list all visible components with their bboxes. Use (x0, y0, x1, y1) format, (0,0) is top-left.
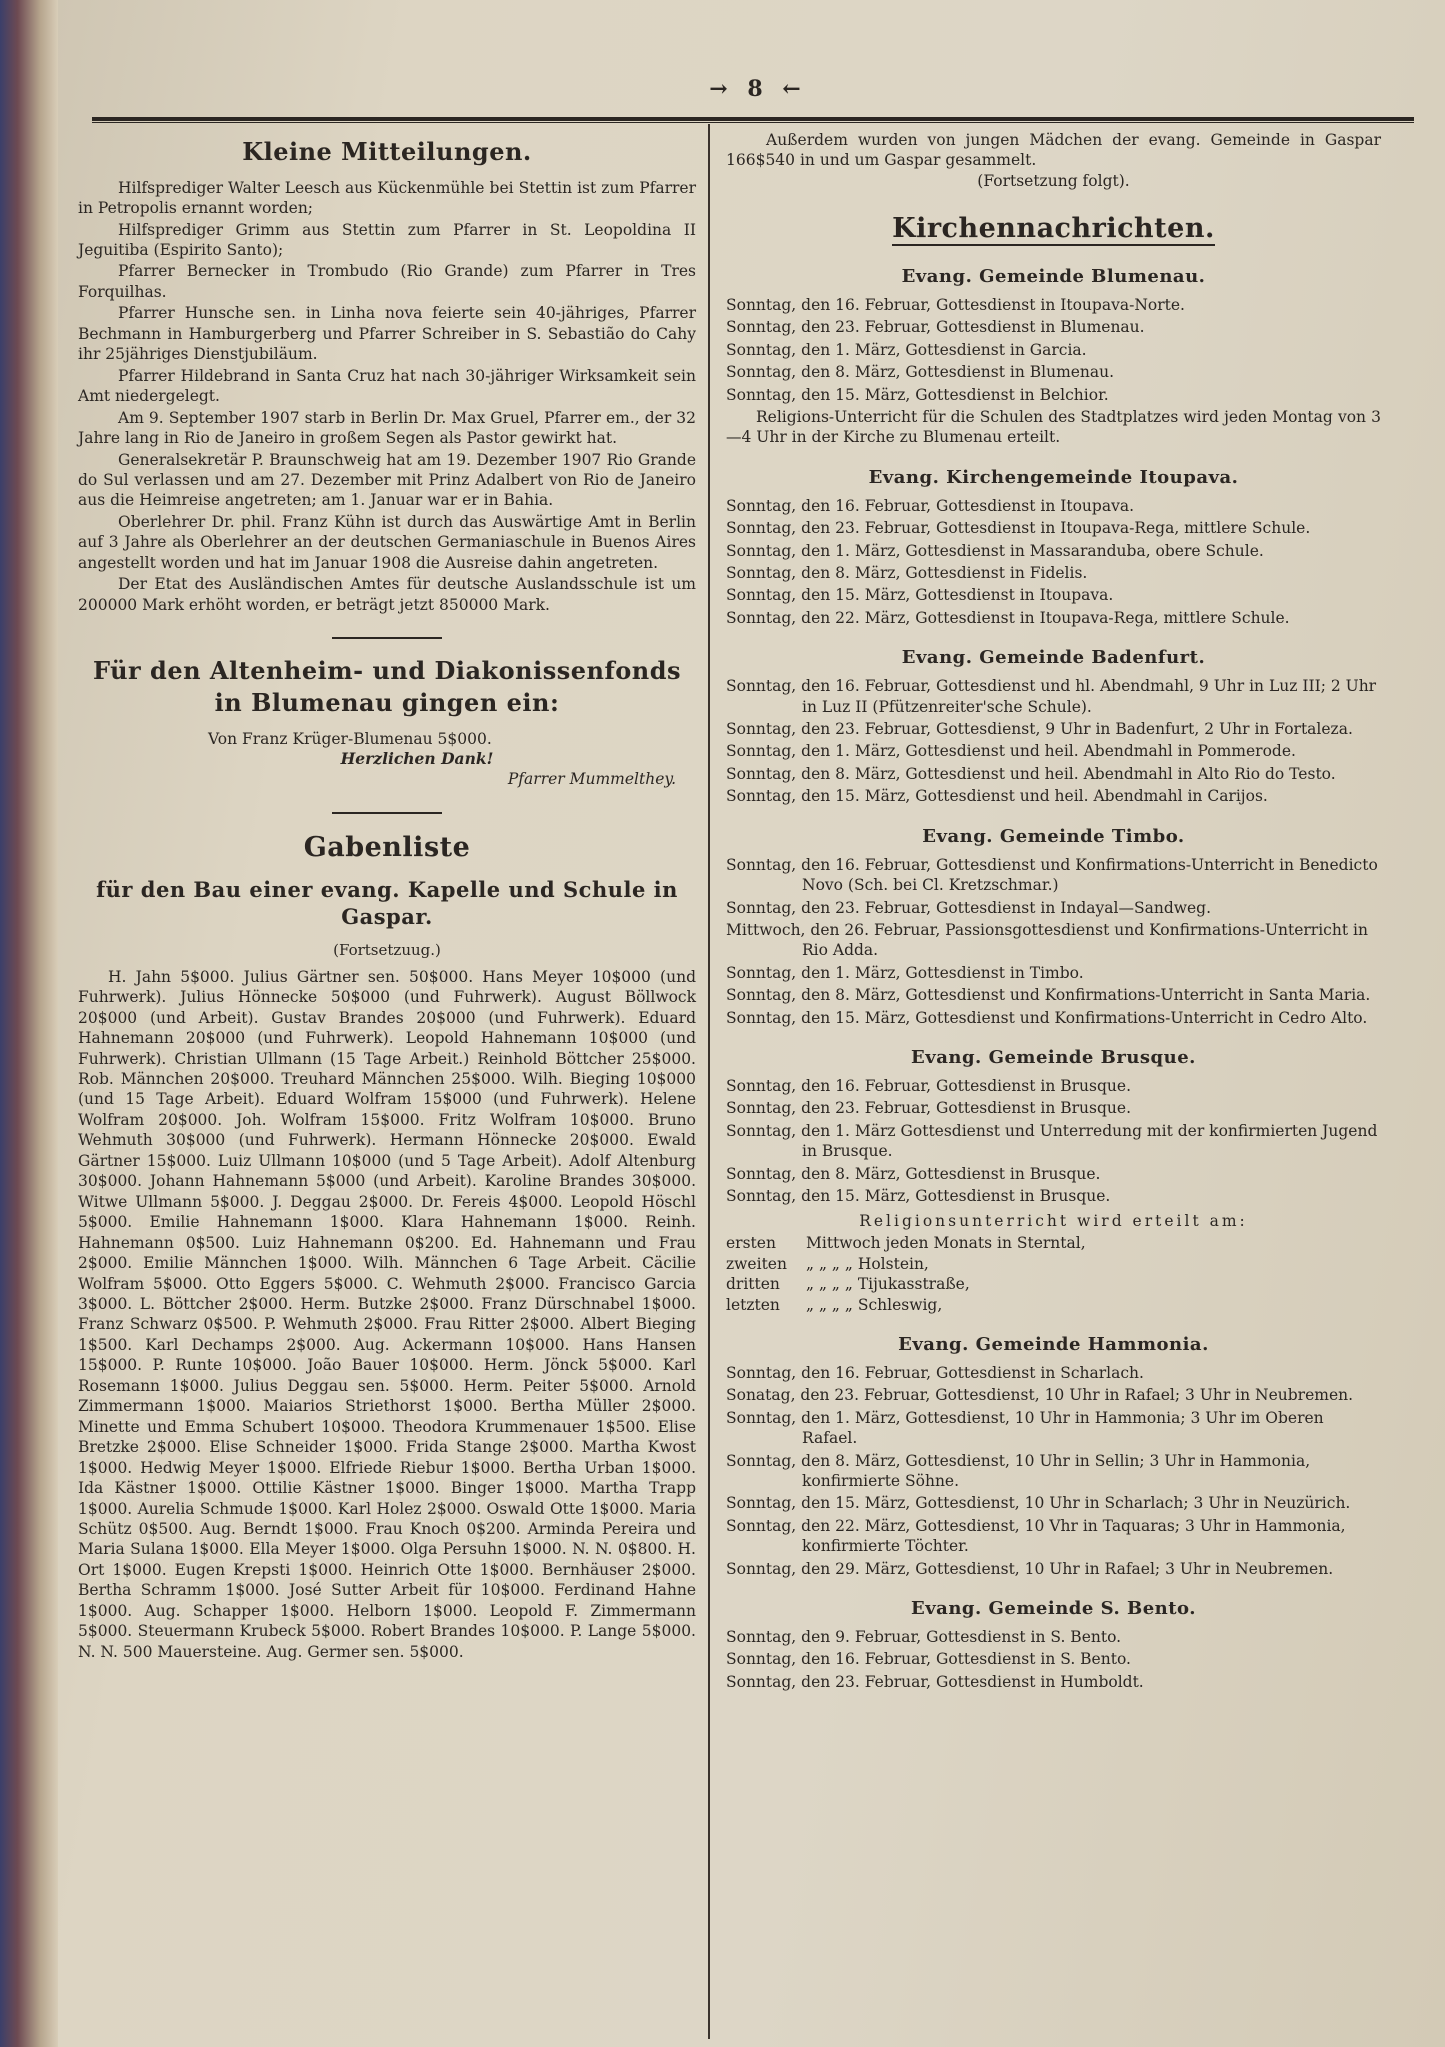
section-separator (332, 637, 442, 639)
altenheim-thanks: Herzlichen Dank! (340, 748, 494, 768)
left-column (78, 130, 696, 1663)
service-entry: Sonntag, den 8. März, Gottesdienst und Konfirmations-Unterricht in Santa Maria. (726, 986, 1371, 1005)
kleine-paragraph: Hilfsprediger Grimm aus Stettin zum Pfarrer in St. Leopoldina II Jeguitiba (Espirito Santo); (78, 220, 696, 260)
service-entry: Sonntag, den 1. März, Gottesdienst und heil. Abendmahl in Pommerode. (726, 742, 1296, 761)
service-entry: Sonntag, den 15. März, Gottesdienst und Konfirmations-Unterricht in Cedro Alto. (726, 1008, 1368, 1027)
religion-row (726, 1274, 1381, 1294)
newspaper-page (58, 0, 1445, 2047)
service-entry: Sonntag, den 1. März, Gottesdienst in Garcia. (726, 340, 1087, 359)
service-entry: Sonntag, den 8. März, Gottesdienst in Brusque. (726, 1164, 1101, 1183)
timbo-entries (726, 855, 1381, 1029)
blumenau-title: Evang. Gemeinde Blumenau. (901, 265, 1206, 287)
altenheim-title: Für den Altenheim- und Diakonissenfonds in Blumenau gingen ein: (92, 656, 682, 717)
service-entry: Sonntag, den 8. März, Gottesdienst, 10 Uhr in Sellin; 3 Uhr in Hammonia, konfirmierte Söhne. (726, 1451, 1311, 1490)
service-entry: Sonntag, den 16. Februar, Gottesdienst in Scharlach. (726, 1363, 1144, 1382)
brusque-religion-schedule (726, 1233, 1381, 1315)
section-separator (332, 812, 442, 814)
kleine-mitteilungen-title: Kleine Mitteilungen. (242, 137, 532, 166)
altenheim-signoff: Pfarrer Mummelthey. (507, 770, 676, 789)
kleine-paragraph: Hilfsprediger Walter Leesch aus Kückenmühle bei Stettin ist zum Pfarrer in Petropolis ernannt worden; (78, 178, 696, 218)
header-rule (92, 117, 1414, 121)
bento-entries (726, 1627, 1381, 1692)
kleine-paragraph: Generalsekretär P. Braunschweig hat am 19. Dezember 1907 Rio Grande do Sul verlassen und am 27. Dezember mit Prinz Adalbert von Rio de Janeiro aus die Heimreise angetreten; am 1. Januar war er in Bahia. (78, 450, 696, 510)
book-binding-edge (0, 0, 58, 2047)
service-entry: Sonntag, den 8. März, Gottesdienst in Fidelis. (726, 564, 1088, 583)
bento-title: Evang. Gemeinde S. Bento. (910, 1598, 1196, 1620)
service-entry: Sonntag, den 1. März Gottesdienst und Unterredung mit der konfirmierten Jugend in Brusque. (726, 1121, 1378, 1161)
service-entry: Sonntag, den 22. März, Gottesdienst in Itoupava-Rega, mittlere Schule. (726, 608, 1290, 627)
service-entry: Sonntag, den 1. März, Gottesdienst in Massaranduba, obere Schule. (726, 541, 1264, 560)
gabenliste-continuation: (Fortsetzuug.) (333, 940, 441, 959)
service-entry: Sonntag, den 15. März, Gottesdienst in Itoupava. (726, 586, 1114, 605)
service-entry: Sonntag, den 1. März, Gottesdienst in Timbo. (726, 963, 1084, 982)
itoupava-title: Evang. Kirchengemeinde Itoupava. (868, 466, 1239, 488)
gaspar-intro: Außerdem wurden von jungen Mädchen der evang. Gemeinde in Gaspar 166$540 in und um Gaspar gesammelt. (726, 131, 1381, 170)
service-entry: Sonntag, den 16. Februar, Gottesdienst und hl. Abendmahl, 9 Uhr in Luz III; 2 Uhr in Luz II (Pfützenreiter'sche Schule). (726, 677, 1377, 716)
service-entry: Sonntag, den 16. Februar, Gottesdienst in Itoupava. (726, 496, 1135, 515)
brusque-title: Evang. Gemeinde Brusque. (911, 1047, 1196, 1069)
blumenau-entries (726, 295, 1381, 405)
kleine-paragraph: Pfarrer Hunsche sen. in Linha nova feierte sein 40-jähriges, Pfarrer Bechmann in Hamburgerberg und Pfarrer Schreiber in S. Sebastião do Cahy ihr 25jähriges Dienstjubiläum. (78, 304, 696, 364)
service-entry: Sonntag, den 15. März, Gottesdienst in Belchior. (726, 385, 1109, 404)
kleine-paragraph: Der Etat des Ausländischen Amtes für deutsche Auslandsschule ist um 200000 Mark erhöht worden, er beträgt jetzt 850000 Mark. (78, 575, 696, 614)
kleine-paragraph: Oberlehrer Dr. phil. Franz Kühn ist durch das Auswärtige Amt in Berlin auf 3 Jahre als Oberlehrer an der deutschen Germaniaschule in Buenos Aires angestellt worden und hat im Januar 1908 die Ausreise dahin angetreten. (78, 512, 696, 572)
religion-location: Mittwoch jeden Monats in Sterntal, (806, 1234, 1086, 1253)
page-header (98, 68, 1418, 108)
blumenau-note: Religions-Unterricht für die Schulen des Stadtplatzes wird jeden Montag von 3—4 Uhr in der Kirche zu Blumenau erteilt. (726, 408, 1381, 447)
service-entry: Sonntag, den 16. Februar, Gottesdienst in Brusque. (726, 1076, 1131, 1095)
service-entry: Sonntag, den 15. März, Gottesdienst und heil. Abendmahl in Carijos. (726, 787, 1268, 806)
religion-row (726, 1254, 1381, 1274)
service-entry: Mittwoch, den 26. Februar, Passionsgottesdienst und Konfirmations-Unterricht in Rio Adda. (726, 920, 1368, 960)
page-number: → 8 ← (709, 76, 807, 102)
header-rule-thin (92, 122, 1414, 123)
badenfurt-entries (726, 676, 1381, 807)
religion-ordinal: ersten (726, 1234, 776, 1253)
service-entry: Sonntag, den 23. Februar, Gottesdienst in Itoupava-Rega, mittlere Schule. (726, 519, 1311, 538)
hammonia-entries (726, 1363, 1381, 1580)
itoupava-entries (726, 496, 1381, 629)
service-entry: Sonntag, den 8. März, Gottesdienst in Blumenau. (726, 363, 1115, 382)
kleine-paragraph: Am 9. September 1907 starb in Berlin Dr. Max Gruel, Pfarrer em., der 32 Jahre lang in Rio de Janeiro in großem Segen als Pastor gewirkt hat. (78, 408, 696, 448)
religion-row (726, 1233, 1381, 1253)
service-entry: Sonntag, den 23. Februar, Gottesdienst, 9 Uhr in Badenfurt, 2 Uhr in Fortaleza. (726, 720, 1353, 739)
timbo-title: Evang. Gemeinde Timbo. (922, 825, 1185, 847)
religion-location: „ „ „ „ Schleswig, (806, 1295, 943, 1314)
service-entry: Sonntag, den 23. Februar, Gottesdienst in Blumenau. (726, 318, 1145, 337)
service-entry: Sonntag, den 22. März, Gottesdienst, 10 Vhr in Taquaras; 3 Uhr in Hammonia, konfirmierte Töchter. (726, 1516, 1346, 1556)
kleine-mitteilungen-body (78, 178, 696, 616)
religion-location: „ „ „ „ Tijukasstraße, (806, 1275, 970, 1294)
service-entry: Sonntag, den 29. März, Gottesdienst, 10 Uhr in Rafael; 3 Uhr in Neubremen. (726, 1559, 1334, 1578)
service-entry: Sonntag, den 16. Februar, Gottesdienst und Konfirmations-Unterricht in Benedicto Novo (Sch. bei Cl. Kretzschmar.) (726, 855, 1378, 895)
gaspar-continued: (Fortsetzung folgt). (977, 171, 1130, 190)
religion-ordinal: letzten (726, 1295, 780, 1314)
service-entry: Sonntag, den 15. März, Gottesdienst, 10 Uhr in Scharlach; 3 Uhr in Neuzürich. (726, 1494, 1351, 1513)
service-entry: Sonntag, den 16. Februar, Gottesdienst in S. Bento. (726, 1650, 1131, 1669)
right-column (726, 130, 1381, 1694)
service-entry: Sonntag, den 16. Februar, Gottesdienst in Itoupava-Norte. (726, 295, 1185, 314)
service-entry: Sonntag, den 23. Februar, Gottesdienst in Brusque. (726, 1099, 1131, 1118)
brusque-entries (726, 1076, 1381, 1207)
service-entry: Sonntag, den 15. März, Gottesdienst in Brusque. (726, 1187, 1111, 1206)
religion-location: „ „ „ „ Holstein, (806, 1254, 929, 1273)
gabenliste-title: Gabenliste (303, 831, 471, 863)
religion-ordinal: dritten (726, 1275, 780, 1294)
service-entry: Sonntag, den 23. Februar, Gottesdienst in Indayal—Sandweg. (726, 898, 1212, 917)
service-entry: Sonntag, den 8. März, Gottesdienst und heil. Abendmahl in Alto Rio do Testo. (726, 764, 1336, 783)
service-entry: Sonntag, den 1. März, Gottesdienst, 10 Uhr in Hammonia; 3 Uhr im Oberen Rafael. (726, 1408, 1324, 1448)
service-entry: Sonntag, den 9. Februar, Gottesdienst in S. Bento. (726, 1627, 1122, 1646)
brusque-religion-head: Religionsunterricht wird erteilt am: (859, 1211, 1248, 1230)
kirchennachrichten-title (726, 211, 1381, 247)
religion-row (726, 1295, 1381, 1315)
service-entry: Sonntag, den 23. Februar, Gottesdienst in Humboldt. (726, 1672, 1144, 1691)
kirchennachrichten-title-text: Kirchennachrichten. (892, 213, 1215, 245)
kleine-paragraph: Pfarrer Bernecker in Trombudo (Rio Grande) zum Pfarrer in Tres Forquilhas. (78, 262, 696, 301)
gabenliste-text: H. Jahn 5$000. Julius Gärtner sen. 50$000. Hans Meyer 10$000 (und Fuhrwerk). Julius Hönnecke 50$000 (und Fuhrwerk). August Böllwock 20$000 (und Arbeit). Gustav Brandes 20$000 (und Fuhrwerk). Eduard Hahnemann 20$000 (und Fuhrwerk). Leopold Hahnemann 10$000 (und Fuhrwerk). Christian Ullmann (15 Tage Arbeit.) Reinhold Böttcher 25$000. Rob. Männchen 20$000. Treuhard Männchen 25$000. Wilh. Bieging 10$000 (und 15 Tage Arbeit). Eduard Wolfram 15$000 (und Fuhrwerk). Helene Wolfram 20$000. Joh. Wolfram 15$000. Fritz Wolfram 10$000. Bruno Wehmuth 30$000 (und Fuhrwerk). Hermann Hönnecke 20$000. Ewald Gärtner 15$000. Luiz Ullmann 10$000 (und 5 Tage Arbeit). Adolf Altenburg 30$000. Johann Hahnemann 5$000 (und Arbeit). Karoline Brandes 30$000. Witwe Ullmann 5$000. J. Deggau 2$000. Dr. Fereis 4$000. Leopold Höschl 5$000. Emilie Hahnemann 1$000. Klara Hahnemann 1$000. Reinh. Hahnemann 0$500. Luiz Hahnemann 0$200. Ed. Hahnemann und Frau 2$000. Emilie Männchen 1$000. Wilh. Männchen 6 Tage Arbeit. Cäcilie Wolfram 5$000. Otto Eggers 5$000. C. Wehmuth 2$000. Francisco Garcia 3$000. L. Böttcher 2$000. Herm. Butzke 2$000. Franz Dürschnabel 1$000. Franz Schwarz 0$500. P. Wehmuth 2$000. Frau Ritter 2$000. Albert Bieging 1$500. Karl Dechamps 2$000. Aug. Ackermann 10$000. Hans Hansen 15$000. P. Runte 10$000. João Bauer 10$000. Herm. Jönck 5$000. Karl Rosemann 1$000. Julius Deggau sen. 5$000. Herm. Peiter 5$000. Arnold Zimmermann 1$000. Maiarios Striethorst 1$000. Bertha Müller 2$000. Minette und Emma Schubert 10$000. Theodora Krummenauer 1$500. Elise Bretzke 2$000. Elise Schneider 1$000. Frida Stange 2$000. Martha Kwost 1$000. Hedwig Meyer 1$000. Elfriede Riebur 1$000. Bertha Urban 1$000. Ida Kästner 1$000. Ottilie Kästner 1$000. Binger 1$000. Martha Trapp 1$000. Aurelia Schmude 1$000. Karl Holez 2$000. Oswald Otte 1$000. Maria Schütz 0$500. Aug. Berndt 1$000. Frau Knoch 0$200. Arminda Pereira und Maria Sulana 1$000. Ella Meyer 1$000. Olga Persuhn 1$000. N. N. 0$800. H. Ort 1$000. Eugen Krepsti 1$000. Heinrich Otte 1$000. Bernhäuser 2$000. Bertha Schramm 1$000. José Sutter Arbeit für 10$000. Ferdinand Hahne 1$000. Aug. Schapper 1$000. Helborn 1$000. Leopold F. Zimmermann 5$000. Steuermann Krubeck 5$000. Robert Brandes 10$000. P. Lange 5$000. N. N. 500 Mauersteine. Aug. Germer sen. 5$000. (78, 967, 696, 1661)
column-divider (708, 124, 710, 2039)
kleine-paragraph: Pfarrer Hildebrand in Santa Cruz hat nach 30-jähriger Wirksamkeit sein Amt niedergelegt. (78, 366, 696, 406)
altenheim-donation: Von Franz Krüger-Blumenau 5$000. (208, 729, 492, 748)
gabenliste-subtitle: für den Bau einer evang. Kapelle und Schule in Gaspar. (96, 876, 678, 930)
religion-ordinal: zweiten (726, 1254, 787, 1273)
service-entry: Sonatag, den 23. Februar, Gottesdienst, 10 Uhr in Rafael; 3 Uhr in Neubremen. (726, 1386, 1354, 1405)
badenfurt-title: Evang. Gemeinde Badenfurt. (901, 647, 1206, 669)
hammonia-title: Evang. Gemeinde Hammonia. (898, 1333, 1209, 1355)
